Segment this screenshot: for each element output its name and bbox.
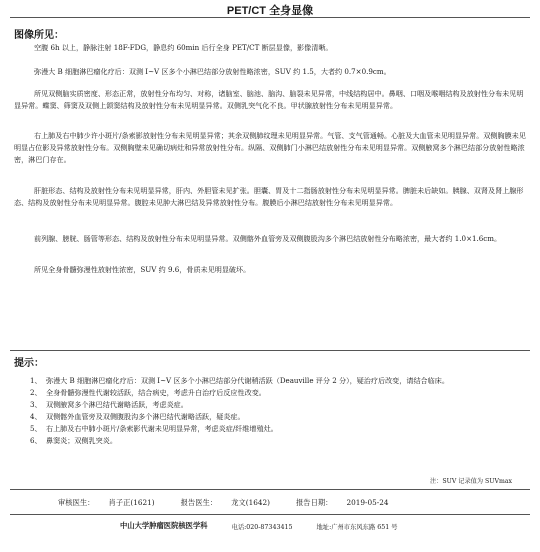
findings-paragraph: 所见全身骨髓弥漫性放射性浓密，SUV 约 9.6，骨质未见明显破坏。 — [34, 265, 251, 274]
reviewer-name: 肖子正(1621) — [108, 498, 155, 507]
reporter-name: 龙文(1642) — [231, 498, 270, 507]
footer-divider — [10, 514, 530, 515]
list-item: 2、 全身骨髓弥漫性代谢较活跃，结合病史，考虑升白治疗后反应性改变。 — [30, 388, 266, 397]
reporter-label: 报告医生： — [180, 498, 218, 507]
signature-divider — [10, 489, 530, 490]
list-item: 4、 双侧髂外血管旁及双侧腹股沟多个淋巴结代谢略活跃，疑炎症。 — [30, 412, 245, 421]
footer-address: 地址:广州市东风东路 651 号 — [316, 523, 398, 531]
findings-paragraph: 右上肺及右中肺少许小斑片/条索影放射性分布未见明显异常；其余双侧肺纹理未见明显异常。气管、支气管通畅。心脏及大血管未见明显异常。双侧胸膜未见明显占位影及异常放射性分布。双侧胸壁未见确切病灶和异常放射性分布。纵隔、双侧肺门小淋巴结放射性分布未见明显异常。双侧腋窝多个淋巴结部分放射性略浓密，淋巴门存在。 — [14, 131, 526, 164]
findings-paragraph: 前列腺、膀胱、肠管等形态、结构及放射性分布未见明显异常。双侧髂外血管旁及双侧腹股沟多个淋巴结放射性分布略浓密，最大者约 1.0×1.6cm。 — [34, 234, 502, 243]
title-divider — [10, 17, 530, 18]
conclusion-header: 提示： — [14, 358, 44, 369]
findings-header: 图像所见： — [14, 30, 64, 41]
list-item: 5、 右上肺及右中肺小斑片/条索影代谢未见明显异常，考虑炎症/纤维增殖灶。 — [30, 424, 278, 433]
findings-paragraph: 空腹 6h 以上，静脉注射 18F-FDG，静息约 60min 后行全身 PET/CT 断层显像，影像清晰。 — [34, 43, 333, 52]
reviewer-label: 审核医生： — [58, 498, 95, 507]
suv-note: 注：SUV 记录值为 SUVmax — [430, 478, 512, 485]
findings-paragraph: 肝脏形态、结构及放射性分布未见明显异常，肝内、外胆管未见扩张。胆囊、胃及十二指肠放射性分布未见明显异常。脾脏未后缺如。胰腺、双肾及肾上腺形态、结构及放射性分布未见明显异常。腹腔未见肿大淋巴结及异常放射性分布。腹膜后小淋巴结放射性分布未见明显异常。 — [14, 186, 524, 207]
signature-row — [58, 498, 488, 508]
list-item: 1、 弥漫大 B 细胞淋巴瘤化疗后：双测 I~V 区多个小淋巴结部分代谢稍活跃（Deauville 评分 2 分），疑治疗后改变，请结合临床。 — [30, 376, 449, 385]
list-item: 6、 鼻窦炎；双侧乳突炎。 — [30, 436, 117, 445]
findings-paragraph: 所见双侧脑实质密度、形态正常，放射性分布均匀、对称，诸脑室、脑池、脑沟、脑裂未见异常，中线结构居中。鼻咽、口咽及喉咽结构及放射性分布未见明显异常。蝶窦、筛窦及双侧上颌窦结构及放射性分布未见明显异常。双侧乳突气化不良。甲状腺放射性分布未见明显异常。 — [14, 89, 524, 110]
findings-paragraph: 弥漫大 B 细胞淋巴瘤化疗后：双测 I~V 区多个小淋巴结部分放射性略浓密，SUV 约 1.5，大者约 0.7×0.9cm。 — [34, 67, 391, 76]
footer — [0, 521, 540, 531]
report-date: 2019-05-24 — [346, 498, 389, 507]
footer-org: 中山大学肿瘤医院核医学科 — [120, 521, 208, 530]
date-label: 报告日期： — [295, 498, 333, 507]
section-divider — [10, 350, 530, 351]
footer-phone: 电话:020-87343415 — [231, 523, 293, 531]
report-title: PET/CT 全身显像 — [226, 5, 314, 17]
list-item: 3、 双侧腋窝多个淋巴结代谢略活跃，考虑炎症。 — [30, 400, 188, 409]
conclusion-list — [30, 375, 520, 447]
